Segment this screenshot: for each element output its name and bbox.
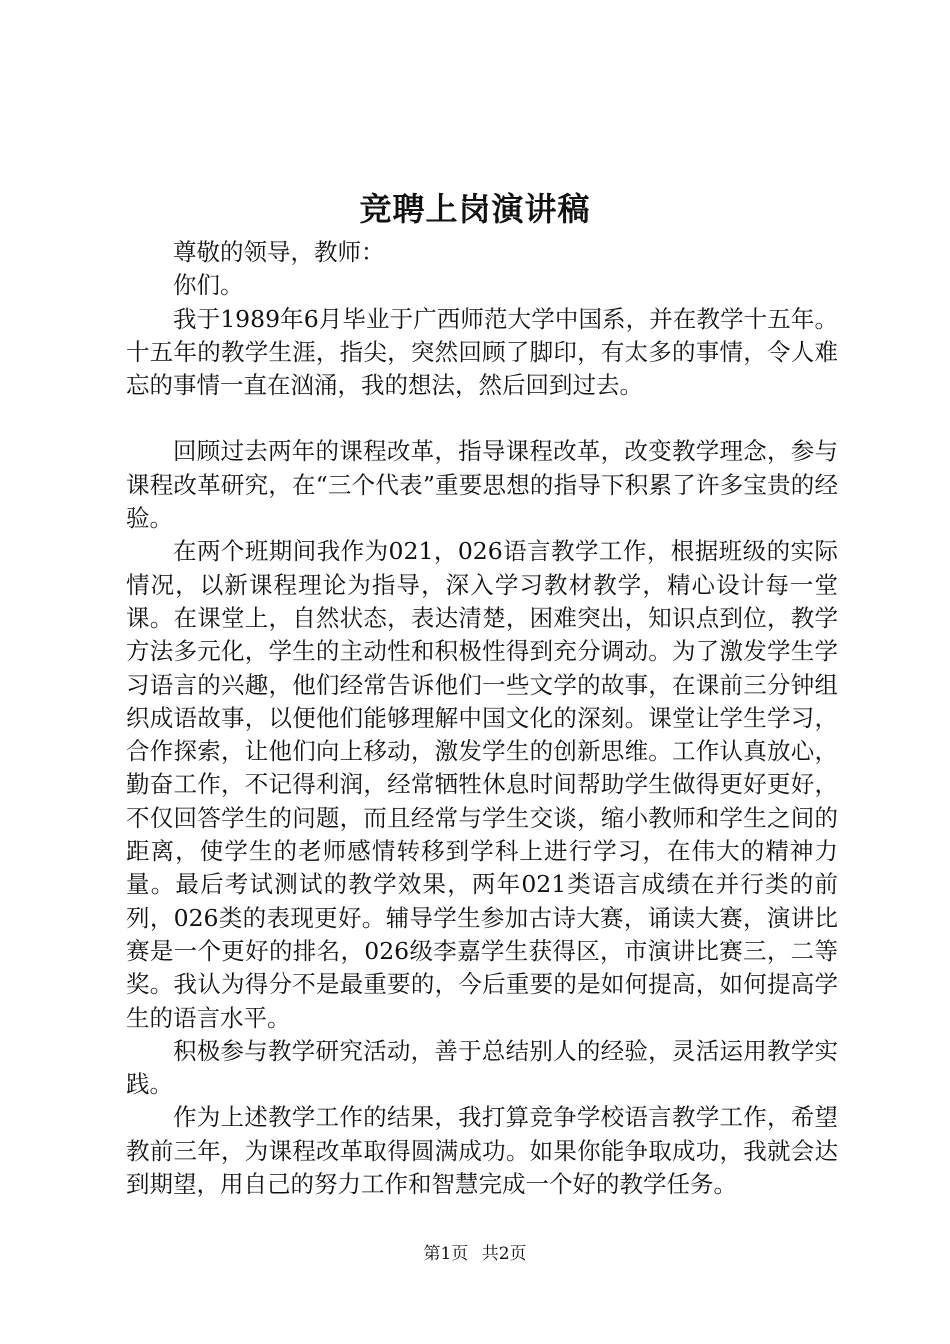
paragraph-research: 积极参与教学研究活动，善于总结别人的经验，灵活运用教学实践。 <box>126 1036 838 1099</box>
paragraph-conclusion: 作为上述教学工作的结果，我打算竞争学校语言教学工作，希望教前三年，为课程改革取得圆满成功。如果你能争取成功，我就会达到期望，用自己的努力工作和智慧完成一个好的教学任务。 <box>126 1103 838 1199</box>
paragraph-teaching: 在两个班期间我作为021，026语言教学工作，根据班级的实际情况，以新课程理论为指导，深入学习教材教学，精心设计每一堂课。在课堂上，自然状态，表达清楚，困难突出，知识点到位，教学方法多元化，学生的主动性和积极性得到充分调动。为了激发学生学习语言的兴趣，他们经常告诉他们一些文学的故事，在课前三分钟组织成语故事，以便他们能够理解中国文化的深刻。课堂让学生学习，合作探索，让他们向上移动，激发学生的创新思维。工作认真放心，勤奋工作，不记得利润，经常牺牲休息时间帮助学生做得更好更好，不仅回答学生的问题，而且经常与学生交谈，缩小教师和学生之间的距离，使学生的老师感情转移到学科上进行学习，在伟大的精神力量。最后考试测试的教学效果，两年021类语言成绩在并行类的前列，026类的表现更好。辅导学生参加古诗大赛，诵读大赛，演讲比赛是一个更好的排名，026级李嘉学生获得区，市演讲比赛三，二等奖。我认为得分不是最重要的，今后重要的是如何提高，如何提高学生的语言水平。 <box>126 537 838 1032</box>
greeting: 你们。 <box>173 271 244 300</box>
page-total: 共2页 <box>481 1244 527 1264</box>
document-title: 竞聘上岗演讲稿 <box>359 190 591 228</box>
paragraph-intro: 我于1989年6月毕业于广西师范大学中国系，并在教学十五年。十五年的教学生涯，指尖，突然回顾了脚印，有太多的事情，令人难忘的事情一直在汹涌，我的想法，然后回到过去。 <box>126 304 838 400</box>
salutation: 尊敬的领导，教师： <box>173 238 385 266</box>
paragraph-reform: 回顾过去两年的课程改革，指导课程改革，改变教学理念，参与课程改革研究，在“三个代表”重要思想的指导下积累了许多宝贵的经验。 <box>126 437 838 533</box>
document-body <box>126 236 838 1201</box>
page-footer <box>0 1242 950 1266</box>
page-number: 第1页 <box>423 1244 469 1264</box>
